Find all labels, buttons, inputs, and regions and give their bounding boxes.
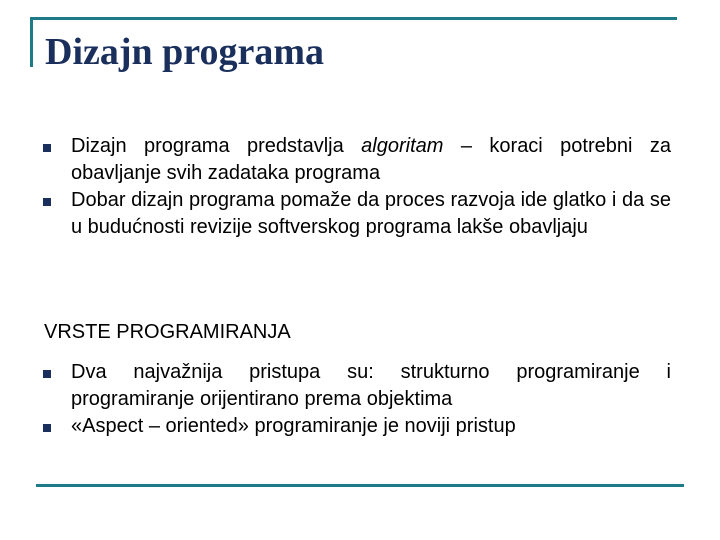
bottom-rule	[36, 484, 684, 487]
square-bullet-icon	[43, 144, 51, 152]
bullet-item-1-emphasis: algoritam	[361, 135, 444, 157]
square-bullet-icon	[43, 424, 51, 432]
bullet-item-2	[0, 187, 671, 241]
slide-title: Dizajn programa	[45, 31, 324, 73]
bullet-list-bottom	[0, 359, 720, 440]
bullet-item-2-text: Dobar dizajn programa pomaže da proces razvoja ide glatko i da se u budućnosti revizije softverskog programa lakše obavljaju	[71, 189, 671, 238]
square-bullet-icon	[43, 198, 51, 206]
bullet-item-1-text-after: – koraci potrebni za obavljanje svih zadataka programa	[71, 135, 671, 184]
bullet-item-1-text-before: Dizajn programa predstavlja	[71, 135, 362, 157]
square-bullet-icon	[43, 370, 51, 378]
title-rule-vertical	[30, 17, 33, 67]
bullet-item-3-text: Dva najvažnija pristupa su: strukturno programiranje i programiranje orijentirano prema objektima	[71, 361, 671, 410]
section-heading: VRSTE PROGRAMIRANJA	[44, 321, 291, 343]
bullet-item-3	[0, 359, 671, 413]
bullet-item-1	[0, 133, 671, 187]
bullet-list-top	[0, 133, 720, 241]
bullet-item-4	[0, 413, 671, 440]
bullet-item-4-text: «Aspect – oriented» programiranje je noviji pristup	[71, 415, 516, 437]
title-rule-horizontal	[30, 17, 677, 20]
